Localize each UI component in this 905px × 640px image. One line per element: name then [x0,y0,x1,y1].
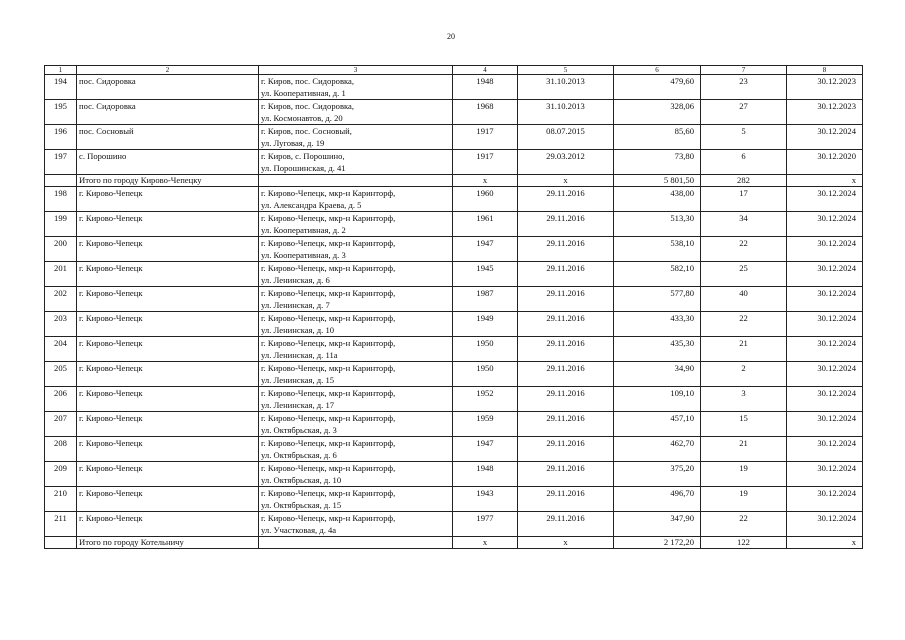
date-cell: 29.11.2016 [518,387,614,412]
address-line-1: г. Кирово-Чепецк, мкр-н Каринторф, [261,338,396,348]
deadline-cell: 30.12.2024 [787,487,863,512]
address-line-1: г. Кирово-Чепецк, мкр-н Каринторф, [261,213,396,223]
address-line-2: ул. Кооперативная, д. 3 [261,250,346,260]
housing-table [44,65,863,549]
residents-cell: 23 [701,75,787,100]
address-cell [259,412,453,437]
date-cell: 29.11.2016 [518,287,614,312]
address-line-1: г. Киров, пос. Сосновый, [261,126,352,136]
locality-cell: г. Кирово-Чепецк [77,437,259,462]
deadline-cell: 30.12.2024 [787,237,863,262]
area-cell: 328,06 [614,100,701,125]
address-cell [259,262,453,287]
address-line-1: г. Кирово-Чепецк, мкр-н Каринторф, [261,188,396,198]
address-cell [259,487,453,512]
address-line-2: ул. Ленинская, д. 11а [261,350,338,360]
table-row [45,150,863,175]
table-row [45,75,863,100]
row-number-cell: 197 [45,150,77,175]
area-cell: 109,10 [614,387,701,412]
address-line-1: г. Кирово-Чепецк, мкр-н Каринторф, [261,363,396,373]
deadline-cell: 30.12.2024 [787,125,863,150]
year-cell: х [453,175,518,187]
locality-cell: г. Кирово-Чепецк [77,237,259,262]
deadline-cell: 30.12.2023 [787,100,863,125]
deadline-cell: 30.12.2024 [787,262,863,287]
address-line-1: г. Кирово-Чепецк, мкр-н Каринторф, [261,513,396,523]
residents-cell: 22 [701,237,787,262]
address-line-1: г. Киров, пос. Сидоровка, [261,76,355,86]
area-cell: 513,30 [614,212,701,237]
residents-cell: 21 [701,337,787,362]
locality-cell: г. Кирово-Чепецк [77,312,259,337]
address-line-2: ул. Ленинская, д. 17 [261,400,335,410]
area-cell: 433,30 [614,312,701,337]
date-cell: 29.11.2016 [518,187,614,212]
year-cell: 1977 [453,512,518,537]
area-cell: 2 172,20 [614,537,701,549]
date-cell: 29.11.2016 [518,212,614,237]
year-cell: 1947 [453,437,518,462]
address-cell [259,462,453,487]
table-row [45,212,863,237]
column-header: 3 [259,66,453,75]
area-cell: 479,60 [614,75,701,100]
residents-cell: 21 [701,437,787,462]
address-line-2: ул. Ленинская, д. 7 [261,300,330,310]
locality-cell: г. Кирово-Чепецк [77,187,259,212]
area-cell: 582,10 [614,262,701,287]
address-cell [259,187,453,212]
table-row [45,412,863,437]
residents-cell: 34 [701,212,787,237]
residents-cell: 5 [701,125,787,150]
locality-cell: пос. Сидоровка [77,100,259,125]
deadline-cell: х [787,537,863,549]
date-cell: 29.11.2016 [518,512,614,537]
deadline-cell: 30.12.2024 [787,312,863,337]
residents-cell: 22 [701,312,787,337]
row-number-cell: 207 [45,412,77,437]
column-header: 2 [77,66,259,75]
address-cell [259,150,453,175]
address-line-1: г. Кирово-Чепецк, мкр-н Каринторф, [261,263,396,273]
table-row [45,187,863,212]
area-cell: 435,30 [614,337,701,362]
year-cell: 1968 [453,100,518,125]
area-cell: 85,60 [614,125,701,150]
locality-cell: Итого по городу Котельничу [77,537,259,549]
address-cell [259,312,453,337]
deadline-cell: 30.12.2024 [787,462,863,487]
address-cell [259,362,453,387]
locality-cell: г. Кирово-Чепецк [77,412,259,437]
address-cell [259,100,453,125]
area-cell: 496,70 [614,487,701,512]
address-line-2: ул. Ленинская, д. 15 [261,375,335,385]
column-header: 7 [701,66,787,75]
area-cell: 347,90 [614,512,701,537]
residents-cell: 282 [701,175,787,187]
area-cell: 73,80 [614,150,701,175]
locality-cell: г. Кирово-Чепецк [77,262,259,287]
address-line-2: ул. Участковая, д. 4а [261,525,337,535]
table-row [45,262,863,287]
address-cell [259,237,453,262]
address-cell [259,175,453,187]
row-number-cell: 205 [45,362,77,387]
locality-cell: с. Порошино [77,150,259,175]
date-cell: 31.10.2013 [518,100,614,125]
column-header: 4 [453,66,518,75]
year-cell: 1943 [453,487,518,512]
area-cell: 438,00 [614,187,701,212]
address-line-2: ул. Луговая, д. 19 [261,138,325,148]
column-header: 8 [787,66,863,75]
year-cell: 1949 [453,312,518,337]
locality-cell: г. Кирово-Чепецк [77,362,259,387]
table-row [45,100,863,125]
row-number-cell: 195 [45,100,77,125]
table-row [45,512,863,537]
area-cell: 34,90 [614,362,701,387]
row-number-cell: 209 [45,462,77,487]
year-cell: 1917 [453,125,518,150]
date-cell: 29.11.2016 [518,262,614,287]
locality-cell: г. Кирово-Чепецк [77,287,259,312]
deadline-cell: 30.12.2024 [787,412,863,437]
row-number-cell: 194 [45,75,77,100]
area-cell: 577,80 [614,287,701,312]
year-cell: 1960 [453,187,518,212]
deadline-cell: 30.12.2024 [787,387,863,412]
date-cell: 29.11.2016 [518,362,614,387]
row-number-cell: 200 [45,237,77,262]
deadline-cell: 30.12.2024 [787,287,863,312]
table-row [45,387,863,412]
row-number-cell: 196 [45,125,77,150]
table-row [45,125,863,150]
year-cell: 1945 [453,262,518,287]
locality-cell: пос. Сосновый [77,125,259,150]
date-cell: 29.11.2016 [518,312,614,337]
address-line-1: г. Кирово-Чепецк, мкр-н Каринторф, [261,488,396,498]
date-cell: 31.10.2013 [518,75,614,100]
table-row [45,237,863,262]
year-cell: 1959 [453,412,518,437]
locality-cell: г. Кирово-Чепецк [77,487,259,512]
row-number-cell: 211 [45,512,77,537]
address-cell [259,387,453,412]
deadline-cell: 30.12.2024 [787,362,863,387]
locality-cell: г. Кирово-Чепецк [77,512,259,537]
residents-cell: 19 [701,487,787,512]
row-number-cell: 208 [45,437,77,462]
table-row [45,437,863,462]
date-cell: х [518,175,614,187]
residents-cell: 17 [701,187,787,212]
address-line-1: г. Киров, пос. Сидоровка, [261,101,355,111]
column-header: 5 [518,66,614,75]
column-header: 6 [614,66,701,75]
locality-cell: г. Кирово-Чепецк [77,337,259,362]
residents-cell: 3 [701,387,787,412]
residents-cell: 40 [701,287,787,312]
deadline-cell: 30.12.2024 [787,212,863,237]
address-line-2: ул. Октябрьская, д. 15 [261,500,342,510]
date-cell: х [518,537,614,549]
year-cell: 1947 [453,237,518,262]
residents-cell: 19 [701,462,787,487]
date-cell: 29.11.2016 [518,412,614,437]
deadline-cell: 30.12.2023 [787,75,863,100]
deadline-cell: 30.12.2024 [787,337,863,362]
row-number-cell [45,175,77,187]
row-number-cell: 206 [45,387,77,412]
address-line-1: г. Кирово-Чепецк, мкр-н Каринторф, [261,388,396,398]
year-cell: 1961 [453,212,518,237]
locality-cell: Итого по городу Кирово-Чепецку [77,175,259,187]
area-cell: 457,10 [614,412,701,437]
area-cell: 538,10 [614,237,701,262]
address-line-1: г. Киров, с. Порошино, [261,151,345,161]
deadline-cell: 30.12.2024 [787,437,863,462]
total-row [45,175,863,187]
address-cell [259,287,453,312]
row-number-cell: 199 [45,212,77,237]
address-line-1: г. Кирово-Чепецк, мкр-н Каринторф, [261,313,396,323]
address-cell [259,75,453,100]
area-cell: 5 801,50 [614,175,701,187]
address-line-1: г. Кирово-Чепецк, мкр-н Каринторф, [261,288,396,298]
residents-cell: 15 [701,412,787,437]
locality-cell: г. Кирово-Чепецк [77,462,259,487]
address-line-2: ул. Октябрьская, д. 10 [261,475,342,485]
date-cell: 29.11.2016 [518,487,614,512]
address-cell [259,125,453,150]
year-cell: 1952 [453,387,518,412]
address-line-2: ул. Александра Краева, д. 5 [261,200,362,210]
year-cell: х [453,537,518,549]
area-cell: 462,70 [614,437,701,462]
deadline-cell: 30.12.2024 [787,512,863,537]
deadline-cell: х [787,175,863,187]
year-cell: 1948 [453,462,518,487]
row-number-cell: 201 [45,262,77,287]
date-cell: 29.11.2016 [518,462,614,487]
table-row [45,487,863,512]
table-row [45,312,863,337]
residents-cell: 25 [701,262,787,287]
address-line-1: г. Кирово-Чепецк, мкр-н Каринторф, [261,413,396,423]
table-row [45,287,863,312]
locality-cell: г. Кирово-Чепецк [77,212,259,237]
address-line-1: г. Кирово-Чепецк, мкр-н Каринторф, [261,238,396,248]
address-line-2: ул. Ленинская, д. 10 [261,325,335,335]
date-cell: 29.11.2016 [518,337,614,362]
table-row [45,337,863,362]
row-number-cell [45,537,77,549]
address-cell [259,537,453,549]
column-header: 1 [45,66,77,75]
address-line-2: ул. Космонавтов, д. 20 [261,113,343,123]
year-cell: 1950 [453,362,518,387]
date-cell: 29.11.2016 [518,237,614,262]
address-line-2: ул. Порошинская, д. 41 [261,163,346,173]
row-number-cell: 202 [45,287,77,312]
year-cell: 1917 [453,150,518,175]
residents-cell: 6 [701,150,787,175]
address-cell [259,212,453,237]
address-cell [259,337,453,362]
residents-cell: 22 [701,512,787,537]
year-cell: 1987 [453,287,518,312]
locality-cell: г. Кирово-Чепецк [77,387,259,412]
deadline-cell: 30.12.2020 [787,150,863,175]
row-number-cell: 203 [45,312,77,337]
residents-cell: 27 [701,100,787,125]
total-row [45,537,863,549]
date-cell: 29.11.2016 [518,437,614,462]
address-line-2: ул. Кооперативная, д. 1 [261,88,346,98]
row-number-cell: 210 [45,487,77,512]
address-line-2: ул. Октябрьская, д. 3 [261,425,337,435]
locality-cell: пос. Сидоровка [77,75,259,100]
address-line-2: ул. Ленинская, д. 6 [261,275,330,285]
deadline-cell: 30.12.2024 [787,187,863,212]
address-line-2: ул. Кооперативная, д. 2 [261,225,346,235]
address-line-2: ул. Октябрьская, д. 6 [261,450,337,460]
residents-cell: 122 [701,537,787,549]
residents-cell: 2 [701,362,787,387]
page-number: 20 [447,32,455,41]
date-cell: 08.07.2015 [518,125,614,150]
year-cell: 1950 [453,337,518,362]
address-cell [259,512,453,537]
table-row [45,462,863,487]
address-line-1: г. Кирово-Чепецк, мкр-н Каринторф, [261,438,396,448]
date-cell: 29.03.2012 [518,150,614,175]
year-cell: 1948 [453,75,518,100]
address-cell [259,437,453,462]
address-line-1: г. Кирово-Чепецк, мкр-н Каринторф, [261,463,396,473]
table-row [45,362,863,387]
row-number-cell: 204 [45,337,77,362]
row-number-cell: 198 [45,187,77,212]
area-cell: 375,20 [614,462,701,487]
header-row [45,66,863,75]
